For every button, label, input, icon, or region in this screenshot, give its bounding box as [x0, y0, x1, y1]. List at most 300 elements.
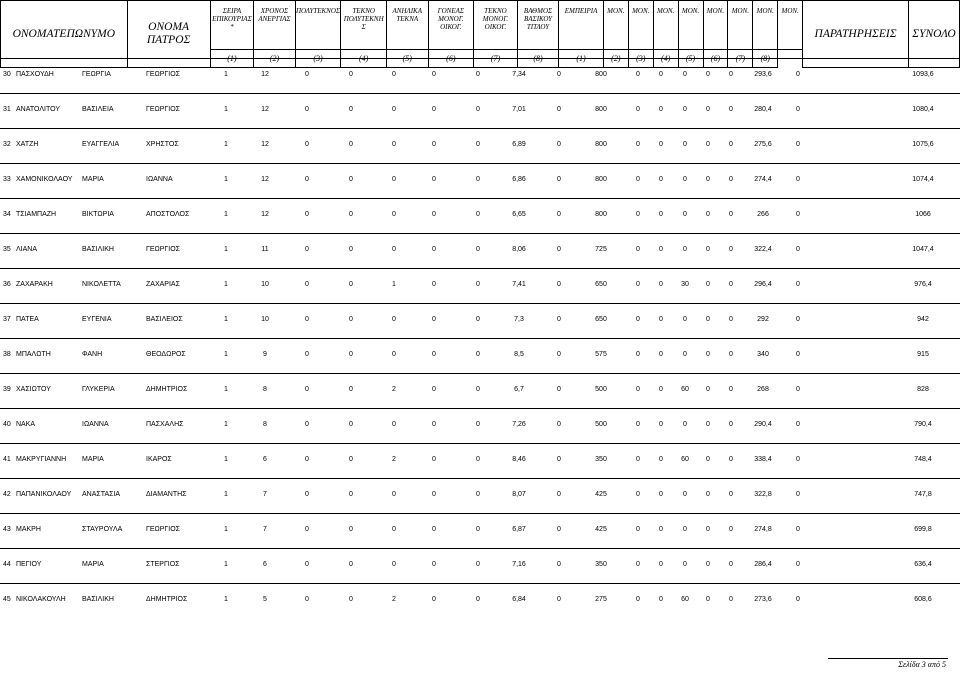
cell-months: 12 [261, 106, 269, 113]
cell-no: 40 [3, 421, 11, 428]
cell-m5: 0 [729, 141, 733, 148]
cell-c5: 0 [476, 526, 480, 533]
cell-no: 43 [3, 526, 11, 533]
cell-no: 44 [3, 561, 11, 568]
cell-m6: 273,6 [754, 596, 772, 603]
cell-surname: ΠΑΠΑΝΙΚΟΛΑΟΥ [16, 491, 72, 498]
cell-m3: 0 [683, 561, 687, 568]
cell-first: ΦΑΝΗ [82, 351, 103, 358]
page-footer [898, 660, 946, 669]
cell-m3: 0 [683, 176, 687, 183]
cell-m6: 322,8 [754, 491, 772, 498]
cell-c2: 0 [349, 456, 353, 463]
cell-first: ΕΥΓΕΝΙΑ [82, 316, 112, 323]
cell-surname: ΝΑΚΑ [16, 421, 36, 428]
cell-order: 1 [224, 386, 228, 393]
table-row [0, 58, 960, 94]
cell-c1: 0 [305, 421, 309, 428]
cell-c1: 0 [305, 141, 309, 148]
cell-m4: 0 [706, 351, 710, 358]
cell-m3: 60 [681, 596, 689, 603]
cell-grade: 6,86 [512, 176, 526, 183]
cell-c6: 0 [557, 421, 561, 428]
cell-first: ΝΙΚΟΛΕΤΤΑ [82, 281, 121, 288]
cell-months: 11 [261, 246, 269, 253]
cell-exp: 425 [595, 491, 607, 498]
cell-m1: 0 [636, 351, 640, 358]
cell-order: 1 [224, 71, 228, 78]
cell-c1: 0 [305, 71, 309, 78]
cell-c4: 0 [432, 386, 436, 393]
header-mon-num-2: (2) [603, 50, 628, 68]
cell-surname: ΜΑΚΡΥΓΙΑΝΝΗ [16, 456, 67, 463]
cell-m6: 275,6 [754, 141, 772, 148]
table-row [0, 548, 960, 584]
cell-m2: 0 [659, 351, 663, 358]
cell-c3: 2 [392, 456, 396, 463]
table-row [0, 478, 960, 514]
cell-m1: 0 [636, 281, 640, 288]
cell-months: 9 [263, 351, 267, 358]
header-mon-7: ΜΟΝ. [753, 1, 778, 50]
cell-m1: 0 [636, 526, 640, 533]
table-row [0, 583, 960, 619]
cell-father: ΙΚΑΡΟΣ [146, 456, 172, 463]
cell-c4: 0 [432, 491, 436, 498]
cell-m4: 0 [706, 491, 710, 498]
cell-c2: 0 [349, 141, 353, 148]
cell-grade: 7,41 [512, 281, 526, 288]
header-name: ΟΝΟΜΑΤΕΠΩΝΥΜΟ [1, 1, 128, 68]
cell-m5: 0 [729, 106, 733, 113]
cell-m7: 0 [796, 316, 800, 323]
header-mon-num-4: (4) [653, 50, 678, 68]
cell-c3: 0 [392, 141, 396, 148]
header-father-name: ΟΝΟΜΑ ΠΑΤΡΟΣ [127, 1, 210, 68]
cell-m2: 0 [659, 596, 663, 603]
cell-m1: 0 [636, 176, 640, 183]
header-order: ΣΕΙΡΑ ΕΠΙΚΟΥΡΙΑΣ * [210, 1, 254, 50]
cell-c2: 0 [349, 281, 353, 288]
cell-exp: 350 [595, 561, 607, 568]
cell-c2: 0 [349, 421, 353, 428]
cell-m6: 292 [757, 316, 769, 323]
cell-c6: 0 [557, 211, 561, 218]
cell-c3: 0 [392, 526, 396, 533]
cell-c4: 0 [432, 316, 436, 323]
cell-c6: 0 [557, 281, 561, 288]
cell-order: 1 [224, 141, 228, 148]
cell-exp: 275 [595, 596, 607, 603]
cell-exp: 800 [595, 71, 607, 78]
cell-m5: 0 [729, 386, 733, 393]
header-mon-3: ΜΟΝ. [653, 1, 678, 50]
cell-order: 1 [224, 316, 228, 323]
cell-m5: 0 [729, 351, 733, 358]
cell-c3: 0 [392, 71, 396, 78]
cell-m5: 0 [729, 596, 733, 603]
cell-c1: 0 [305, 106, 309, 113]
cell-c2: 0 [349, 246, 353, 253]
cell-months: 6 [263, 561, 267, 568]
cell-m7: 0 [796, 246, 800, 253]
cell-c2: 0 [349, 316, 353, 323]
cell-m6: 290,4 [754, 421, 772, 428]
table-row [0, 513, 960, 549]
cell-m3: 0 [683, 211, 687, 218]
cell-order: 1 [224, 246, 228, 253]
cell-m7: 0 [796, 211, 800, 218]
cell-m1: 0 [636, 316, 640, 323]
cell-c4: 0 [432, 71, 436, 78]
cell-order: 1 [224, 281, 228, 288]
cell-no: 35 [3, 246, 11, 253]
cell-grade: 6,89 [512, 141, 526, 148]
cell-exp: 575 [595, 351, 607, 358]
cell-order: 1 [224, 421, 228, 428]
cell-m4: 0 [706, 526, 710, 533]
cell-c6: 0 [557, 386, 561, 393]
cell-c4: 0 [432, 246, 436, 253]
cell-surname: ΧΑΣΙΩΤΟΥ [16, 386, 51, 393]
cell-c2: 0 [349, 526, 353, 533]
cell-c1: 0 [305, 351, 309, 358]
cell-total: 1080,4 [912, 106, 934, 113]
cell-exp: 500 [595, 386, 607, 393]
cell-c5: 0 [476, 246, 480, 253]
cell-c2: 0 [349, 351, 353, 358]
cell-c5: 0 [476, 456, 480, 463]
cell-m7: 0 [796, 421, 800, 428]
table-row [0, 373, 960, 409]
cell-first: ΣΤΑΥΡΟΥΛΑ [82, 526, 123, 533]
header-num-6: (6) [428, 50, 474, 68]
cell-months: 7 [263, 491, 267, 498]
header-mon-4: ΜΟΝ. [678, 1, 703, 50]
cell-m5: 0 [729, 316, 733, 323]
cell-first: ΕΥΑΓΓΕΛΙΑ [82, 141, 120, 148]
cell-surname: ΛΙΑΝΑ [16, 246, 38, 253]
cell-c3: 0 [392, 561, 396, 568]
cell-no: 42 [3, 491, 11, 498]
cell-months: 5 [263, 596, 267, 603]
cell-c5: 0 [476, 421, 480, 428]
cell-m1: 0 [636, 561, 640, 568]
cell-father: ΠΑΣΧΑΛΗΣ [146, 421, 184, 428]
cell-order: 1 [224, 491, 228, 498]
cell-m3: 0 [683, 106, 687, 113]
cell-c1: 0 [305, 386, 309, 393]
cell-surname: ΑΝΑΤΟΛΙΤΟΥ [16, 106, 60, 113]
cell-surname: ΖΑΧΑΡΑΚΗ [16, 281, 53, 288]
cell-m7: 0 [796, 526, 800, 533]
cell-total: 608,6 [914, 596, 932, 603]
cell-months: 10 [261, 316, 269, 323]
cell-total: 636,4 [914, 561, 932, 568]
cell-c4: 0 [432, 281, 436, 288]
header-child-single-parent: ΤΕΚΝΟ ΜΟΝΟΓ. ΟΙΚΟΓ. [474, 1, 518, 50]
cell-m4: 0 [706, 456, 710, 463]
cell-c6: 0 [557, 246, 561, 253]
cell-no: 36 [3, 281, 11, 288]
cell-c1: 0 [305, 491, 309, 498]
cell-c6: 0 [557, 596, 561, 603]
header-mon-8: ΜΟΝ. [778, 1, 803, 50]
header-mon-num-7: (7) [728, 50, 753, 68]
cell-no: 34 [3, 211, 11, 218]
cell-no: 31 [3, 106, 11, 113]
cell-exp: 650 [595, 281, 607, 288]
cell-months: 12 [261, 71, 269, 78]
cell-first: ΜΑΡΙΑ [82, 176, 104, 183]
header-mon-num-8: (8) [753, 50, 778, 68]
cell-m1: 0 [636, 246, 640, 253]
cell-total: 976,4 [914, 281, 932, 288]
header-num-7: (7) [474, 50, 518, 68]
cell-m5: 0 [729, 561, 733, 568]
cell-m7: 0 [796, 351, 800, 358]
cell-m1: 0 [636, 386, 640, 393]
cell-m1: 0 [636, 421, 640, 428]
cell-total: 1047,4 [912, 246, 934, 253]
cell-c2: 0 [349, 176, 353, 183]
cell-first: ΙΩΑΝΝΑ [82, 421, 109, 428]
cell-m3: 0 [683, 421, 687, 428]
cell-m6: 322,4 [754, 246, 772, 253]
cell-c1: 0 [305, 176, 309, 183]
cell-order: 1 [224, 596, 228, 603]
header-total: ΣΥΝΟΛΟ [908, 1, 959, 68]
cell-c3: 0 [392, 246, 396, 253]
cell-total: 747,8 [914, 491, 932, 498]
table-row [0, 128, 960, 164]
cell-surname: ΠΑΤΕΑ [16, 316, 39, 323]
cell-m4: 0 [706, 316, 710, 323]
cell-father: ΙΩΑΝΝΑ [146, 176, 173, 183]
cell-m5: 0 [729, 246, 733, 253]
cell-m7: 0 [796, 491, 800, 498]
header-num-5: (5) [387, 50, 429, 68]
cell-m1: 0 [636, 141, 640, 148]
cell-grade: 8,06 [512, 246, 526, 253]
cell-m6: 274,8 [754, 526, 772, 533]
cell-no: 39 [3, 386, 11, 393]
header-single-parent: ΓΟΝΕΑΣ ΜΟΝΟΓ. ΟΙΚΟΓ. [428, 1, 474, 50]
cell-m2: 0 [659, 386, 663, 393]
cell-m2: 0 [659, 316, 663, 323]
header-num-8: (8) [517, 50, 559, 68]
cell-grade: 6,7 [514, 386, 524, 393]
cell-surname: ΝΙΚΟΛΑΚΟΥΛΗ [16, 596, 66, 603]
cell-order: 1 [224, 106, 228, 113]
table-row [0, 198, 960, 234]
header-mon-2: ΜΟΝ. [628, 1, 653, 50]
cell-m3: 0 [683, 526, 687, 533]
cell-exp: 800 [595, 176, 607, 183]
cell-order: 1 [224, 211, 228, 218]
cell-m7: 0 [796, 456, 800, 463]
cell-m5: 0 [729, 456, 733, 463]
table-row [0, 408, 960, 444]
footer-divider [828, 658, 948, 659]
cell-m2: 0 [659, 421, 663, 428]
header-remarks: ΠΑΡΑΤΗΡΗΣΕΙΣ [803, 1, 909, 68]
cell-m2: 0 [659, 456, 663, 463]
cell-m4: 0 [706, 386, 710, 393]
cell-c3: 1 [392, 281, 396, 288]
cell-father: ΒΑΣΙΛΕΙΟΣ [146, 316, 183, 323]
cell-order: 1 [224, 456, 228, 463]
cell-grade: 7,16 [512, 561, 526, 568]
cell-total: 790,4 [914, 421, 932, 428]
cell-father: ΓΕΩΡΓΙΟΣ [146, 246, 180, 253]
cell-c2: 0 [349, 596, 353, 603]
cell-grade: 6,84 [512, 596, 526, 603]
cell-c2: 0 [349, 561, 353, 568]
cell-m7: 0 [796, 106, 800, 113]
cell-c3: 0 [392, 176, 396, 183]
cell-m5: 0 [729, 71, 733, 78]
cell-father: ΑΠΟΣΤΟΛΟΣ [146, 211, 190, 218]
cell-exp: 800 [595, 211, 607, 218]
cell-months: 7 [263, 526, 267, 533]
cell-first: ΜΑΡΙΑ [82, 456, 104, 463]
cell-m5: 0 [729, 491, 733, 498]
cell-m4: 0 [706, 176, 710, 183]
header-num-2: (2) [254, 50, 296, 68]
cell-order: 1 [224, 526, 228, 533]
cell-c6: 0 [557, 316, 561, 323]
cell-total: 748,4 [914, 456, 932, 463]
cell-m3: 0 [683, 491, 687, 498]
cell-no: 37 [3, 316, 11, 323]
cell-first: ΓΛΥΚΕΡΙΑ [82, 386, 115, 393]
cell-m2: 0 [659, 281, 663, 288]
cell-months: 10 [261, 281, 269, 288]
header-mon-num-6: (6) [703, 50, 728, 68]
cell-first: ΜΑΡΙΑ [82, 561, 104, 568]
cell-m1: 0 [636, 71, 640, 78]
cell-m7: 0 [796, 561, 800, 568]
cell-months: 12 [261, 176, 269, 183]
cell-m6: 340 [757, 351, 769, 358]
cell-m2: 0 [659, 246, 663, 253]
cell-first: ΒΑΣΙΛΙΚΗ [82, 596, 114, 603]
cell-father: ΔΗΜΗΤΡΙΟΣ [146, 596, 188, 603]
table-row [0, 233, 960, 269]
cell-exp: 425 [595, 526, 607, 533]
cell-m3: 0 [683, 316, 687, 323]
cell-c4: 0 [432, 211, 436, 218]
cell-c6: 0 [557, 456, 561, 463]
cell-m6: 338,4 [754, 456, 772, 463]
cell-total: 1074,4 [912, 176, 934, 183]
cell-m6: 268 [757, 386, 769, 393]
cell-surname: ΜΑΚΡΗ [16, 526, 41, 533]
cell-order: 1 [224, 561, 228, 568]
cell-c4: 0 [432, 596, 436, 603]
cell-m1: 0 [636, 106, 640, 113]
cell-m4: 0 [706, 421, 710, 428]
cell-c4: 0 [432, 456, 436, 463]
cell-c1: 0 [305, 596, 309, 603]
cell-m5: 0 [729, 526, 733, 533]
cell-exp: 350 [595, 456, 607, 463]
cell-exp: 650 [595, 316, 607, 323]
cell-total: 915 [917, 351, 929, 358]
cell-total: 699,8 [914, 526, 932, 533]
cell-c4: 0 [432, 526, 436, 533]
cell-c5: 0 [476, 176, 480, 183]
cell-grade: 7,26 [512, 421, 526, 428]
table-row [0, 338, 960, 374]
cell-no: 32 [3, 141, 11, 148]
cell-c5: 0 [476, 141, 480, 148]
header-num-4: (4) [341, 50, 387, 68]
cell-exp: 800 [595, 141, 607, 148]
cell-months: 8 [263, 421, 267, 428]
cell-m3: 0 [683, 71, 687, 78]
cell-first: ΒΑΣΙΛΙΚΗ [82, 246, 114, 253]
cell-m1: 0 [636, 211, 640, 218]
cell-total: 942 [917, 316, 929, 323]
cell-m2: 0 [659, 491, 663, 498]
cell-grade: 7,3 [514, 316, 524, 323]
cell-c5: 0 [476, 281, 480, 288]
header-num-1: (1) [210, 50, 254, 68]
cell-m7: 0 [796, 596, 800, 603]
cell-father: ΖΑΧΑΡΙΑΣ [146, 281, 180, 288]
cell-c1: 0 [305, 316, 309, 323]
cell-c6: 0 [557, 526, 561, 533]
cell-m4: 0 [706, 106, 710, 113]
cell-m1: 0 [636, 456, 640, 463]
cell-m6: 286,4 [754, 561, 772, 568]
cell-c4: 0 [432, 176, 436, 183]
cell-c2: 0 [349, 71, 353, 78]
cell-surname: ΤΣΙΑΜΠΑΖΗ [16, 211, 57, 218]
header-experience: ΕΜΠΕΙΡΙΑ [559, 1, 604, 50]
cell-c3: 2 [392, 596, 396, 603]
cell-c6: 0 [557, 176, 561, 183]
cell-c5: 0 [476, 596, 480, 603]
cell-c6: 0 [557, 141, 561, 148]
cell-no: 45 [3, 596, 11, 603]
cell-c1: 0 [305, 246, 309, 253]
cell-months: 8 [263, 386, 267, 393]
cell-c1: 0 [305, 526, 309, 533]
cell-no: 41 [3, 456, 11, 463]
cell-m4: 0 [706, 281, 710, 288]
cell-months: 6 [263, 456, 267, 463]
cell-exp: 500 [595, 421, 607, 428]
page-number: Σελίδα 3 από 5 [898, 660, 946, 669]
cell-m1: 0 [636, 596, 640, 603]
cell-grade: 7,01 [512, 106, 526, 113]
cell-grade: 6,87 [512, 526, 526, 533]
cell-c2: 0 [349, 211, 353, 218]
header-multichild: ΠΟΛΥΤΕΚΝΟΣ [295, 1, 341, 50]
cell-m5: 0 [729, 421, 733, 428]
cell-grade: 8,5 [514, 351, 524, 358]
cell-months: 12 [261, 211, 269, 218]
cell-c1: 0 [305, 211, 309, 218]
cell-grade: 8,07 [512, 491, 526, 498]
cell-m2: 0 [659, 71, 663, 78]
cell-m1: 0 [636, 491, 640, 498]
cell-m3: 30 [681, 281, 689, 288]
cell-c5: 0 [476, 386, 480, 393]
